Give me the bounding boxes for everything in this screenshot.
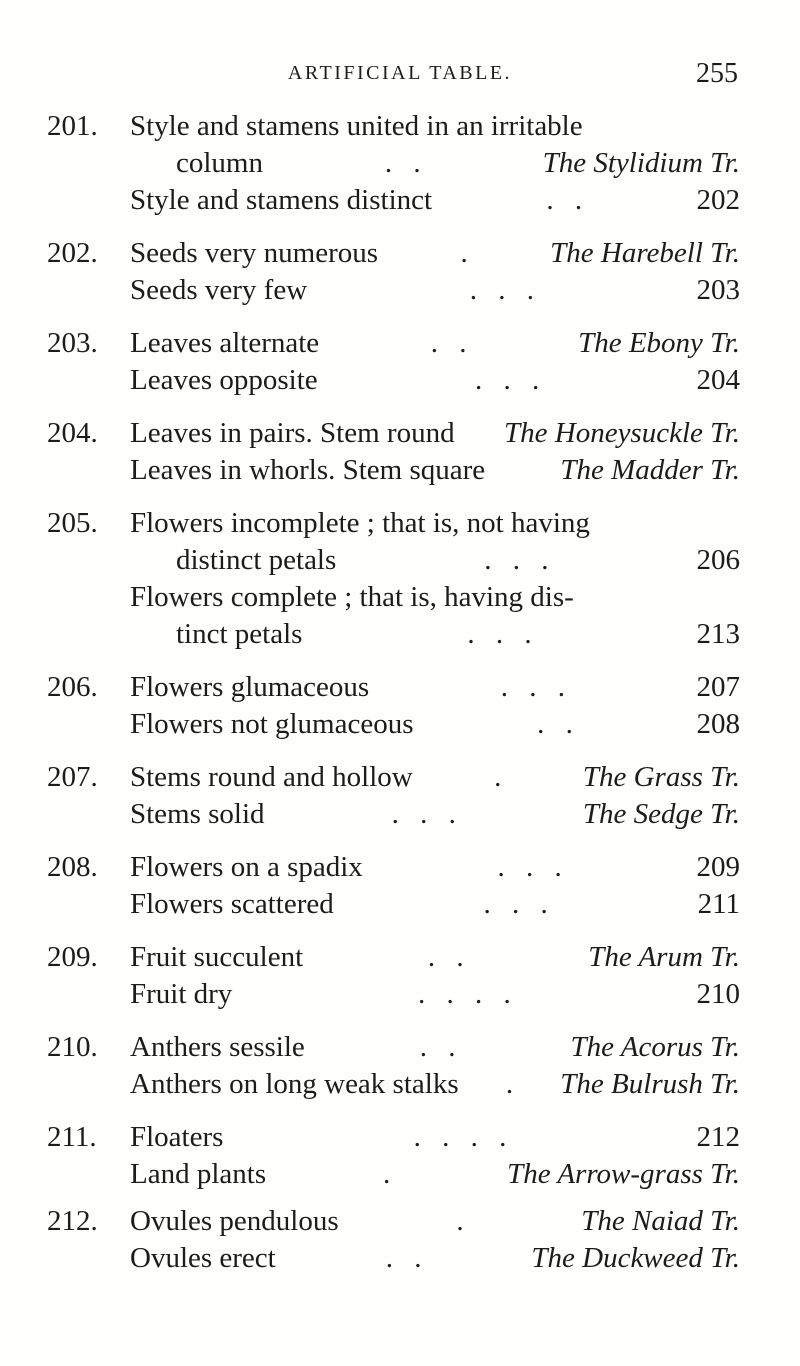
tribe-name: The Naiad Tr. xyxy=(581,1205,740,1237)
entry-text: distinct petals xyxy=(176,544,337,576)
tribe-name: The Grass Tr. xyxy=(582,761,740,793)
entry-text: Flowers scattered xyxy=(130,888,334,920)
entry-text: column xyxy=(176,147,263,179)
key-entry xyxy=(0,1203,800,1277)
tribe-name: The Ebony Tr. xyxy=(578,327,740,359)
key-entry xyxy=(0,1029,800,1103)
dot-leader: . . . xyxy=(469,274,534,306)
key-entry xyxy=(0,325,800,399)
entry-number: 204. xyxy=(47,417,98,449)
entry-line xyxy=(0,325,800,362)
cross-reference-number: 206 xyxy=(696,544,740,576)
entry-number: 202. xyxy=(47,237,98,269)
entry-line xyxy=(0,1029,800,1066)
dot-leader: . xyxy=(460,237,468,269)
dot-leader: . . . xyxy=(474,364,540,396)
entry-text: Floaters xyxy=(130,1121,224,1153)
entry-text: Ovules pendulous xyxy=(130,1205,339,1237)
dot-leader: . . xyxy=(427,941,464,973)
entry-line xyxy=(0,669,800,706)
tribe-name: The Stylidium Tr. xyxy=(542,147,740,179)
page-header xyxy=(0,58,800,96)
dot-leader: . . . xyxy=(497,851,562,883)
entry-line xyxy=(0,796,800,833)
entry-line xyxy=(0,849,800,886)
key-entry xyxy=(0,939,800,1013)
key-entry xyxy=(0,415,800,489)
tribe-name: The Bulrush Tr. xyxy=(560,1068,740,1100)
dot-leader: . . . xyxy=(391,798,456,830)
dot-leader: . . . xyxy=(484,544,549,576)
cross-reference-number: 209 xyxy=(696,851,740,883)
entry-number: 203. xyxy=(47,327,98,359)
dot-leader: . xyxy=(494,761,502,793)
entry-line xyxy=(0,939,800,976)
entry-number: 205. xyxy=(47,507,98,539)
dot-leader: . . xyxy=(385,1242,422,1274)
entry-line xyxy=(0,415,800,452)
cross-reference-number: 213 xyxy=(696,618,740,650)
cross-reference-number: 210 xyxy=(696,978,740,1010)
dot-leader: . . . . xyxy=(418,978,511,1010)
entry-text: Ovules erect xyxy=(130,1242,276,1274)
key-entry xyxy=(0,849,800,923)
cross-reference-number: 203 xyxy=(696,274,740,306)
tribe-name: The Arum Tr. xyxy=(588,941,740,973)
entry-text: Leaves in pairs. Stem round xyxy=(130,417,455,449)
tribe-name: The Madder Tr. xyxy=(560,454,740,486)
tribe-name: The Duckweed Tr. xyxy=(531,1242,740,1274)
entry-line xyxy=(0,235,800,272)
cross-reference-number: 202 xyxy=(696,184,740,216)
entry-text: Seeds very numerous xyxy=(130,237,379,269)
entry-text: Flowers complete ; that is, having dis- xyxy=(130,581,574,613)
entry-number: 206. xyxy=(47,671,98,703)
entry-line xyxy=(0,452,800,489)
dot-leader: . . . xyxy=(483,888,548,920)
entry-line xyxy=(0,579,800,616)
entry-text: Flowers on a spadix xyxy=(130,851,363,883)
entry-line xyxy=(0,706,800,743)
entry-line xyxy=(0,759,800,796)
key-entry xyxy=(0,235,800,309)
entry-line xyxy=(0,145,800,182)
tribe-name: The Sedge Tr. xyxy=(582,798,740,830)
entry-line xyxy=(0,886,800,923)
entry-text: Leaves opposite xyxy=(130,364,318,396)
dot-leader: . xyxy=(382,1158,391,1190)
dot-leader: . . xyxy=(546,184,583,216)
entry-text: Style and stamens distinct xyxy=(130,184,433,216)
dot-leader: . . xyxy=(384,147,421,179)
dot-leader: . . . xyxy=(500,671,565,703)
entry-line xyxy=(0,108,800,145)
entry-text: Flowers glumaceous xyxy=(130,671,370,703)
entry-text: tinct petals xyxy=(176,618,303,650)
cross-reference-number: 204 xyxy=(696,364,740,396)
entry-line xyxy=(0,1156,800,1193)
entry-line xyxy=(0,976,800,1013)
entry-text: Seeds very few xyxy=(130,274,308,306)
dot-leader: . xyxy=(505,1068,514,1100)
entry-number: 207. xyxy=(47,761,98,793)
entry-line xyxy=(0,616,800,653)
cross-reference-number: 207 xyxy=(696,671,740,703)
tribe-name: The Acorus Tr. xyxy=(570,1031,740,1063)
entry-text: Flowers incomplete ; that is, not having xyxy=(130,507,590,539)
entry-text: Stems round and hollow xyxy=(130,761,413,793)
dot-leader: . . xyxy=(430,327,467,359)
entry-text: Flowers not glumaceous xyxy=(130,708,414,740)
cross-reference-number: 208 xyxy=(696,708,740,740)
running-title: ARTIFICIAL TABLE. xyxy=(287,62,513,84)
entry-line xyxy=(0,362,800,399)
entry-number: 208. xyxy=(47,851,98,883)
cross-reference-number: 211 xyxy=(697,888,740,920)
entry-number: 211. xyxy=(47,1121,97,1153)
key-entry xyxy=(0,1119,800,1193)
key-entry xyxy=(0,669,800,743)
key-entry xyxy=(0,759,800,833)
tribe-name: The Arrow-grass Tr. xyxy=(507,1158,740,1190)
page-number: 255 xyxy=(696,58,738,89)
entry-text: Style and stamens united in an irritable xyxy=(130,110,583,142)
entry-text: Fruit dry xyxy=(130,978,233,1010)
entry-line xyxy=(0,272,800,309)
entry-text: Anthers sessile xyxy=(130,1031,305,1063)
key-entries xyxy=(0,108,800,1277)
entry-number: 212. xyxy=(47,1205,98,1237)
entry-number: 209. xyxy=(47,941,98,973)
key-entry xyxy=(0,505,800,653)
entry-text: Leaves in whorls. Stem square xyxy=(130,454,486,486)
key-entry xyxy=(0,108,800,219)
entry-line xyxy=(0,1240,800,1277)
dot-leader: . . . . xyxy=(413,1121,507,1153)
entry-number: 201. xyxy=(47,110,98,142)
entry-line xyxy=(0,1203,800,1240)
entry-line xyxy=(0,1066,800,1103)
entry-text: Land plants xyxy=(130,1158,267,1190)
dot-leader: . . xyxy=(419,1031,456,1063)
entry-text: Stems solid xyxy=(130,798,265,830)
cross-reference-number: 212 xyxy=(696,1121,740,1153)
entry-number: 210. xyxy=(47,1031,98,1063)
entry-line xyxy=(0,1119,800,1156)
entry-line xyxy=(0,182,800,219)
entry-line xyxy=(0,505,800,542)
dot-leader: . . . xyxy=(467,618,532,650)
entry-text: Fruit succulent xyxy=(130,941,304,973)
dot-leader: . xyxy=(456,1205,464,1237)
entry-text: Leaves alternate xyxy=(130,327,320,359)
dot-leader: . . xyxy=(537,708,573,740)
tribe-name: The Honeysuckle Tr. xyxy=(504,417,740,449)
entry-line xyxy=(0,542,800,579)
entry-text: Anthers on long weak stalks xyxy=(130,1068,459,1100)
tribe-name: The Harebell Tr. xyxy=(550,237,740,269)
